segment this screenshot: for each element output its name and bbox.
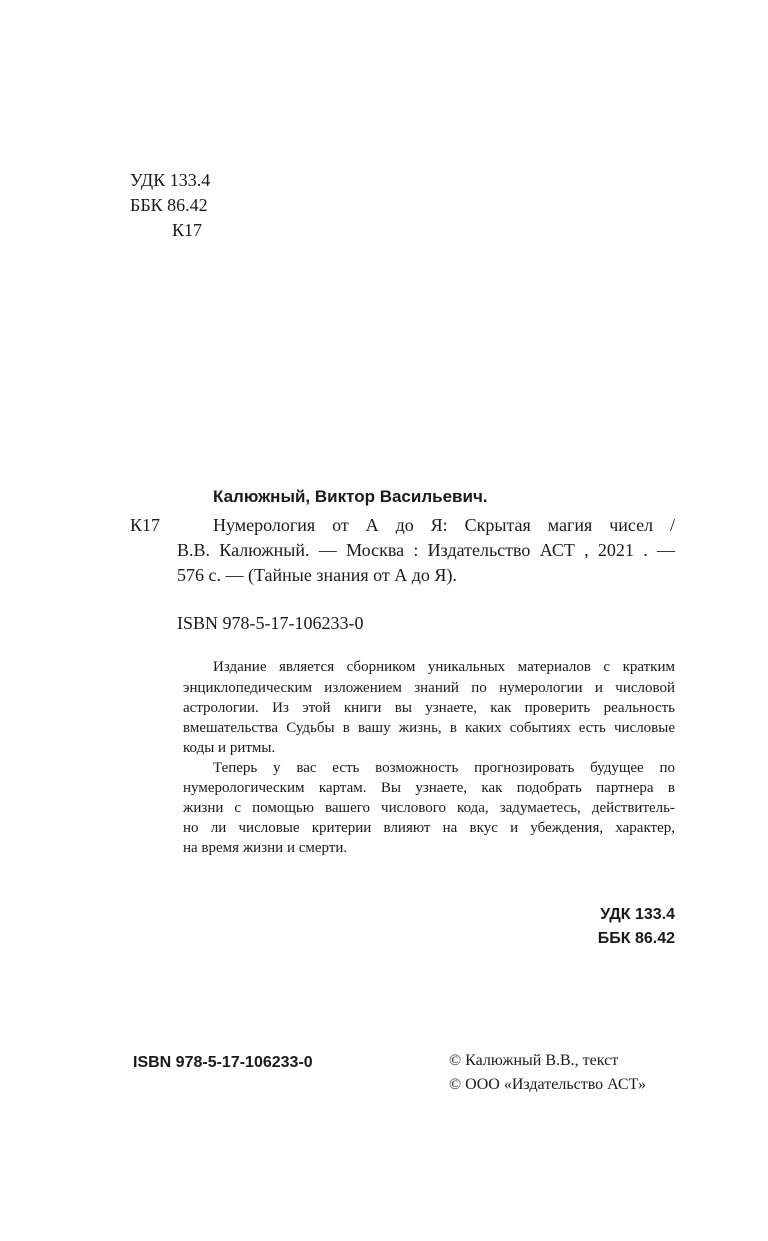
bottom-bbk: ББК 86.42 xyxy=(597,930,675,947)
catalog-isbn: ISBN 978-5-17-106233-0 xyxy=(177,613,364,633)
annotation-p2-line: на время жизни и смерти. xyxy=(183,840,348,856)
annotation-p1-line: энциклопедическим изложением знаний по нумерологии и числовой xyxy=(183,680,675,696)
catalog-sign: К17 xyxy=(130,515,161,535)
annotation-p2-line: но ли числовые критерии влияют на вкус и убеждения, характер, xyxy=(183,820,675,836)
copyright-publisher: © ООО «Издательство АСТ» xyxy=(449,1076,646,1093)
udk-code: УДК 133.4 xyxy=(130,170,211,190)
annotation-p1-line: вмешательства Судьбы в вашу жизнь, в каких событиях есть числовые xyxy=(183,720,675,736)
author-sign: К17 xyxy=(172,220,203,240)
bottom-udk: УДК 133.4 xyxy=(600,906,675,923)
catalog-line-2: В.В. Калюжный. — Москва : Издательство АСТ , 2021 . — xyxy=(177,540,675,560)
footer-isbn: ISBN 978-5-17-106233-0 xyxy=(133,1054,313,1071)
annotation-p1-line: Издание является сборником уникальных материалов с кратким xyxy=(213,659,675,675)
catalog-author: Калюжный, Виктор Васильевич. xyxy=(213,487,488,506)
annotation-p2-line: нумерологическим картам. Вы узнаете, как подобрать партнера в xyxy=(183,780,675,796)
annotation-p1-line: коды и ритмы. xyxy=(183,740,276,756)
annotation-p1-line: астрологии. Из этой книги вы узнаете, как проверить реальность xyxy=(183,700,675,716)
copyright-author: © Калюжный В.В., текст xyxy=(449,1052,619,1069)
bbk-code: ББК 86.42 xyxy=(130,195,208,215)
catalog-line-1: Нумерология от А до Я: Скрытая магия чисел / xyxy=(213,515,675,535)
annotation-p2-line: жизни с помощью вашего числового кода, задумаетесь, действитель- xyxy=(183,800,675,816)
catalog-line-3: 576 с. — (Тайные знания от А до Я). xyxy=(177,565,457,585)
annotation-p2-line: Теперь у вас есть возможность прогнозировать будущее по xyxy=(213,760,675,776)
